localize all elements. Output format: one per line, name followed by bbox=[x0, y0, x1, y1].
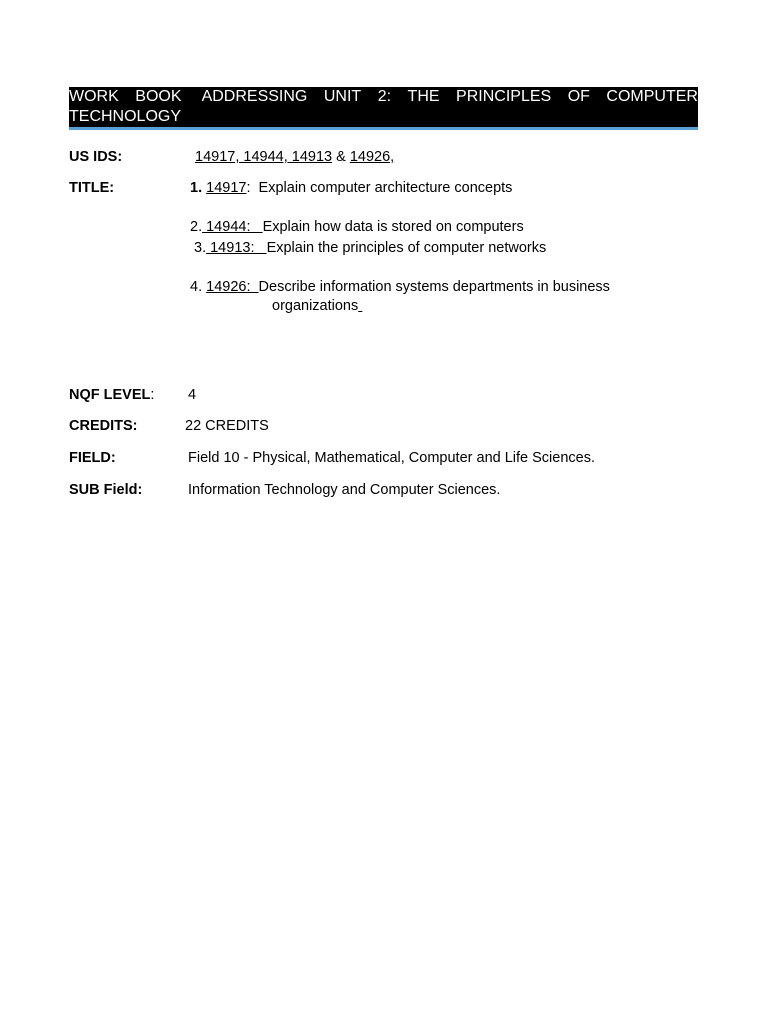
title-item-sep: : bbox=[246, 180, 259, 196]
banner-word: BOOK bbox=[135, 88, 182, 105]
title-item-text: Explain computer architecture concepts bbox=[258, 180, 513, 196]
nqf-level-value: 4 bbox=[188, 387, 197, 403]
sub-field-label: SUB Field: bbox=[69, 482, 143, 498]
title-item-1 bbox=[190, 179, 512, 197]
field-value: Field 10 - Physical, Mathematical, Computer and Life Sciences. bbox=[188, 450, 595, 466]
title-item-id: 14917 bbox=[206, 180, 247, 196]
title-item-2 bbox=[190, 218, 524, 236]
nqf-level-colon: : bbox=[150, 387, 155, 403]
us-ids-last: 14926, bbox=[349, 149, 395, 165]
title-item-number: 1. bbox=[190, 180, 203, 196]
sub-field-value: Information Technology and Computer Sciences. bbox=[188, 482, 501, 498]
title-item-number: 2. bbox=[190, 219, 203, 235]
title-item-text: Explain the principles of computer networks bbox=[266, 240, 547, 256]
credits-label: CREDITS: bbox=[69, 418, 138, 434]
banner-word: 2: bbox=[377, 88, 392, 105]
nqf-level-label-text: NQF LEVEL bbox=[69, 387, 151, 403]
us-ids-group: 14917, 14944, 14913 bbox=[195, 149, 333, 165]
document-banner bbox=[69, 87, 698, 130]
title-item-text: Describe information systems departments in business bbox=[258, 279, 610, 295]
title-item-4 bbox=[190, 278, 610, 296]
title-item-number: 3. bbox=[194, 240, 207, 256]
credits-value: 22 CREDITS bbox=[185, 418, 269, 434]
title-item-text: Explain how data is stored on computers bbox=[262, 219, 524, 235]
us-ids-label: US IDS: bbox=[69, 149, 123, 165]
title-item-number: 4. bbox=[190, 279, 203, 295]
title-item-3 bbox=[194, 239, 546, 257]
title-item-id: 14913: bbox=[206, 240, 267, 256]
title-item-id: 14926: bbox=[206, 279, 259, 295]
banner-title-line-1 bbox=[69, 87, 698, 107]
nqf-level-label bbox=[69, 386, 154, 404]
title-item-4-continuation bbox=[272, 297, 362, 315]
banner-word: UNIT bbox=[323, 88, 362, 105]
us-ids-amp: & bbox=[332, 149, 350, 165]
banner-word: ADDRESSING bbox=[198, 88, 308, 105]
banner-title-line-2: TECHNOLOGY bbox=[69, 108, 182, 125]
field-label: FIELD: bbox=[69, 450, 116, 466]
title-item-trail bbox=[358, 298, 362, 314]
title-item-id: 14944: bbox=[202, 219, 263, 235]
banner-word: OF bbox=[567, 88, 590, 105]
banner-word: COMPUTER bbox=[606, 88, 698, 105]
banner-word: WORK bbox=[69, 88, 119, 105]
banner-word: PRINCIPLES bbox=[456, 88, 552, 105]
us-ids-value bbox=[195, 148, 394, 166]
banner-word: THE bbox=[407, 88, 440, 105]
title-item-text-cont: organizations bbox=[272, 298, 359, 314]
title-label: TITLE: bbox=[69, 180, 115, 196]
